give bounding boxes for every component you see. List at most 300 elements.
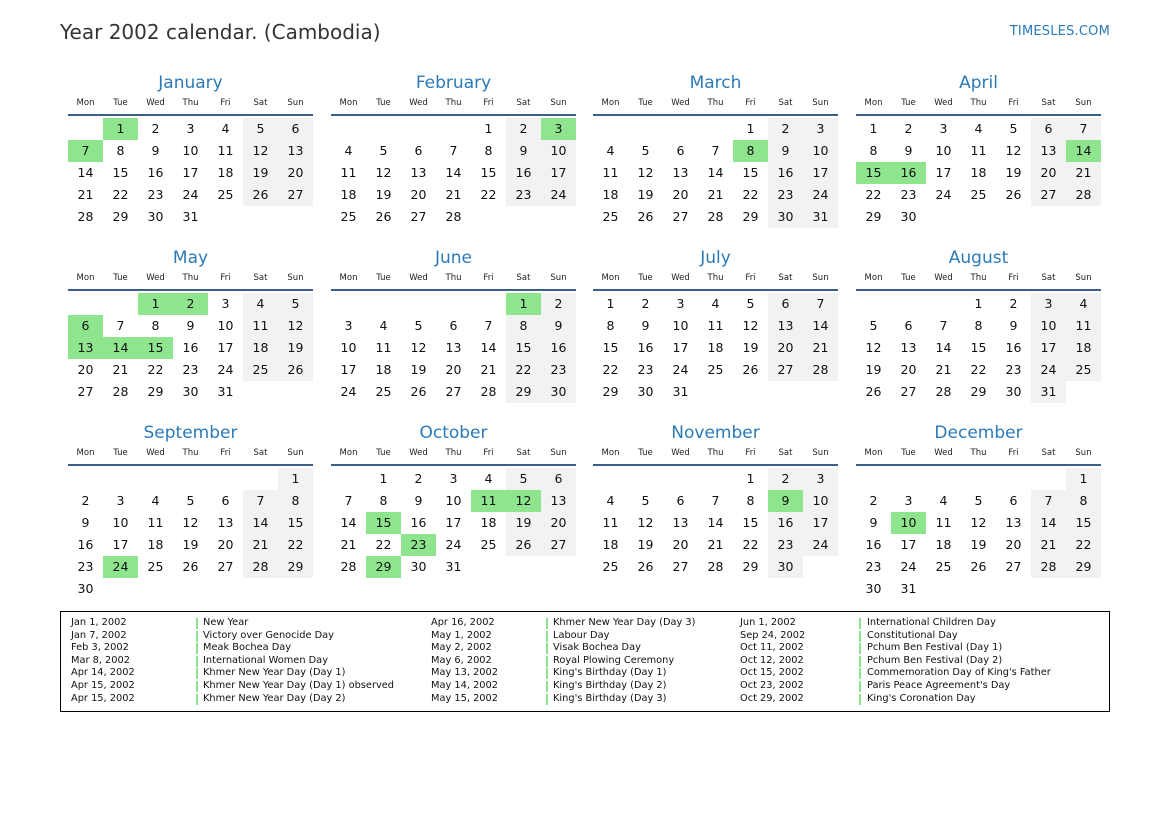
day-cell: 15 (970, 340, 987, 355)
month-name: January (158, 73, 223, 93)
day-cell: 18 (602, 537, 619, 552)
weekend-day-cell: 29 (1066, 556, 1101, 578)
day-cell: 31 (445, 559, 462, 574)
weekday-label: Sat (1041, 448, 1056, 458)
weekday-label: Wed (934, 448, 953, 458)
site-link[interactable]: TIMESLES.COM (1009, 24, 1110, 39)
holiday-name: Khmer New Year Day (Day 1) (203, 667, 346, 679)
day-grid (593, 468, 838, 578)
day-cell: 22 (865, 187, 882, 202)
weekday-label: Mon (864, 273, 883, 283)
weekday-label: Sun (812, 273, 829, 283)
day-cell: 2 (81, 493, 90, 508)
weekday-label: Sun (287, 98, 304, 108)
holiday-day-cell: 23 (401, 534, 436, 556)
day-cell: 5 (1009, 121, 1018, 136)
holiday-marker (859, 631, 861, 642)
day-cell: 25 (707, 362, 724, 377)
day-cell: 28 (77, 209, 94, 224)
day-cell: 14 (480, 340, 497, 355)
month-october (331, 423, 576, 578)
holiday-name: Visak Bochea Day (553, 642, 641, 654)
weekday-label: Sun (550, 98, 567, 108)
day-cell: 11 (217, 143, 234, 158)
empty-day-cell (856, 468, 891, 490)
weekend-day-cell: 10 (541, 140, 576, 162)
weekend-day-cell: 11 (1066, 315, 1101, 337)
day-cell: 9 (1009, 318, 1018, 333)
weekday-label: Mon (864, 98, 883, 108)
weekday-label: Tue (113, 273, 128, 283)
day-cell: 11 (147, 515, 164, 530)
day-cell: 16 (1005, 340, 1022, 355)
weekday-label: Fri (745, 448, 756, 458)
weekend-day-cell: 18 (243, 337, 278, 359)
day-cell: 29 (112, 209, 129, 224)
day-cell: 26 (637, 559, 654, 574)
weekend-day-cell: 17 (803, 162, 838, 184)
holiday-name: Pchum Ben Festival (Day 1) (867, 642, 1003, 654)
holiday-date: May 2, 2002 (431, 642, 492, 654)
holiday-marker (196, 618, 198, 629)
month-name: November (671, 423, 760, 443)
day-cell: 19 (970, 537, 987, 552)
weekday-label: Tue (901, 448, 916, 458)
day-cell: 31 (217, 384, 234, 399)
weekday-label: Sun (812, 448, 829, 458)
weekend-day-cell: 11 (243, 315, 278, 337)
day-cell: 10 (182, 143, 199, 158)
holiday-day-cell: 12 (506, 490, 541, 512)
day-cell: 10 (112, 515, 129, 530)
day-cell: 5 (379, 143, 388, 158)
holiday-marker (859, 668, 861, 679)
weekday-label: Fri (220, 448, 231, 458)
empty-day-cell (698, 118, 733, 140)
day-cell: 4 (711, 296, 720, 311)
weekend-day-cell: 15 (506, 337, 541, 359)
holiday-date: May 14, 2002 (431, 679, 498, 691)
day-cell: 29 (742, 559, 759, 574)
weekday-label: Sat (253, 273, 268, 283)
weekend-day-cell: 1 (1066, 468, 1101, 490)
weekend-day-cell: 25 (243, 359, 278, 381)
day-cell: 24 (340, 384, 357, 399)
weekday-label: Tue (638, 273, 653, 283)
day-cell: 20 (1005, 537, 1022, 552)
weekday-header (856, 445, 1101, 466)
holiday-date: Oct 12, 2002 (740, 654, 804, 666)
day-cell: 12 (375, 165, 392, 180)
weekend-day-cell: 24 (803, 534, 838, 556)
weekday-label: Tue (376, 98, 391, 108)
day-cell: 12 (865, 340, 882, 355)
weekend-day-cell: 24 (541, 184, 576, 206)
weekend-day-cell: 20 (541, 512, 576, 534)
weekday-label: Thu (970, 448, 987, 458)
day-cell: 14 (77, 165, 94, 180)
weekend-day-cell: 23 (768, 184, 803, 206)
day-cell: 20 (672, 187, 689, 202)
day-cell: 13 (1005, 515, 1022, 530)
day-cell: 20 (672, 537, 689, 552)
day-cell: 21 (935, 362, 952, 377)
holiday-date: Jun 1, 2002 (740, 617, 796, 628)
weekend-day-cell: 10 (803, 490, 838, 512)
weekday-label: Wed (934, 98, 953, 108)
day-cell: 6 (676, 143, 685, 158)
holiday-date: Jan 1, 2002 (71, 617, 127, 628)
day-cell: 6 (1009, 493, 1018, 508)
day-cell: 30 (637, 384, 654, 399)
holiday-marker (859, 694, 861, 705)
day-cell: 8 (379, 493, 388, 508)
weekend-day-cell: 30 (541, 381, 576, 403)
holiday-name: King's Birthday (Day 2) (553, 679, 667, 691)
day-cell: 27 (900, 384, 917, 399)
weekend-day-cell: 31 (803, 206, 838, 228)
day-cell: 9 (151, 143, 160, 158)
holiday-marker (859, 618, 861, 629)
weekend-day-cell: 13 (278, 140, 313, 162)
day-cell: 2 (869, 493, 878, 508)
weekday-label: Thu (445, 448, 462, 458)
day-cell: 5 (186, 493, 195, 508)
day-cell: 9 (869, 515, 878, 530)
month-name: March (689, 73, 742, 93)
holiday-date: Jan 7, 2002 (71, 629, 127, 641)
weekend-day-cell: 16 (768, 162, 803, 184)
day-cell: 19 (182, 537, 199, 552)
day-cell: 31 (182, 209, 199, 224)
day-grid (331, 468, 576, 578)
weekend-day-cell: 16 (506, 162, 541, 184)
day-cell: 26 (410, 384, 427, 399)
day-cell: 31 (672, 384, 689, 399)
day-cell: 1 (379, 471, 388, 486)
holiday-day-cell: 13 (68, 337, 103, 359)
day-cell: 28 (480, 384, 497, 399)
day-cell: 17 (182, 165, 199, 180)
weekend-day-cell: 12 (278, 315, 313, 337)
holiday-name: Khmer New Year Day (Day 3) (553, 617, 696, 628)
day-cell: 4 (221, 121, 230, 136)
weekend-day-cell: 22 (506, 359, 541, 381)
weekend-day-cell: 2 (768, 118, 803, 140)
weekday-header (331, 95, 576, 116)
day-cell: 7 (711, 493, 720, 508)
holiday-day-cell: 1 (506, 293, 541, 315)
weekend-day-cell: 17 (803, 512, 838, 534)
weekend-day-cell: 5 (506, 468, 541, 490)
holiday-date: Oct 11, 2002 (740, 642, 804, 654)
day-cell: 25 (480, 537, 497, 552)
day-cell: 18 (147, 537, 164, 552)
weekday-label: Fri (483, 98, 494, 108)
weekend-day-cell: 8 (506, 315, 541, 337)
holiday-name: Labour Day (553, 629, 610, 641)
month-july (593, 248, 838, 403)
weekend-day-cell: 26 (506, 534, 541, 556)
day-cell: 1 (869, 121, 878, 136)
day-cell: 5 (641, 493, 650, 508)
weekday-label: Tue (113, 448, 128, 458)
weekday-label: Mon (76, 448, 95, 458)
empty-day-cell (436, 118, 471, 140)
weekday-label: Fri (745, 98, 756, 108)
weekend-day-cell: 8 (278, 490, 313, 512)
day-cell: 8 (606, 318, 615, 333)
holiday-marker (546, 681, 548, 692)
weekend-day-cell: 26 (278, 359, 313, 381)
weekday-label: Tue (901, 98, 916, 108)
empty-day-cell (593, 468, 628, 490)
day-cell: 9 (81, 515, 90, 530)
day-cell: 18 (970, 165, 987, 180)
day-cell: 23 (637, 362, 654, 377)
day-cell: 28 (340, 559, 357, 574)
day-cell: 17 (340, 362, 357, 377)
holiday-name: New Year (203, 617, 249, 628)
page-title: Year 2002 calendar. (Cambodia) (60, 20, 381, 44)
day-cell: 12 (637, 165, 654, 180)
day-cell: 9 (186, 318, 195, 333)
day-cell: 25 (375, 384, 392, 399)
holiday-marker (196, 656, 198, 667)
empty-day-cell (593, 118, 628, 140)
weekday-label: Fri (483, 273, 494, 283)
day-cell: 3 (449, 471, 458, 486)
day-cell: 19 (865, 362, 882, 377)
day-cell: 5 (869, 318, 878, 333)
day-cell: 18 (375, 362, 392, 377)
weekend-day-cell: 14 (243, 512, 278, 534)
day-cell: 26 (1005, 187, 1022, 202)
weekday-label: Tue (638, 98, 653, 108)
day-cell: 20 (410, 187, 427, 202)
empty-day-cell (68, 468, 103, 490)
weekend-day-cell: 13 (1031, 140, 1066, 162)
weekend-day-cell: 2 (768, 468, 803, 490)
weekend-day-cell: 10 (803, 140, 838, 162)
empty-day-cell (891, 468, 926, 490)
day-cell: 21 (340, 537, 357, 552)
weekday-label: Mon (76, 98, 95, 108)
day-cell: 17 (217, 340, 234, 355)
month-name: February (415, 73, 492, 93)
weekend-day-cell: 8 (1066, 490, 1101, 512)
holiday-day-cell: 2 (173, 293, 208, 315)
weekend-day-cell: 7 (1066, 118, 1101, 140)
weekend-day-cell: 7 (803, 293, 838, 315)
day-grid (593, 118, 838, 228)
empty-day-cell (68, 118, 103, 140)
weekday-label: Tue (901, 273, 916, 283)
weekend-day-cell: 12 (243, 140, 278, 162)
month-name: July (700, 248, 731, 268)
empty-day-cell (926, 293, 961, 315)
day-cell: 1 (606, 296, 615, 311)
weekday-header (593, 95, 838, 116)
holiday-name: Victory over Genocide Day (203, 629, 334, 641)
weekend-day-cell: 3 (1031, 293, 1066, 315)
day-cell: 13 (672, 515, 689, 530)
day-cell: 10 (340, 340, 357, 355)
weekend-day-cell: 28 (1031, 556, 1066, 578)
day-cell: 20 (77, 362, 94, 377)
day-cell: 7 (116, 318, 125, 333)
day-cell: 22 (602, 362, 619, 377)
holiday-marker (546, 618, 548, 629)
weekend-day-cell: 17 (541, 162, 576, 184)
day-cell: 27 (217, 559, 234, 574)
day-cell: 24 (182, 187, 199, 202)
day-cell: 30 (182, 384, 199, 399)
day-cell: 28 (445, 209, 462, 224)
holiday-date: Feb 3, 2002 (71, 642, 129, 654)
day-cell: 21 (112, 362, 129, 377)
day-cell: 3 (904, 493, 913, 508)
weekend-day-cell: 22 (278, 534, 313, 556)
holiday-day-cell: 1 (138, 293, 173, 315)
day-cell: 18 (480, 515, 497, 530)
weekday-label: Mon (339, 448, 358, 458)
holiday-day-cell: 14 (1066, 140, 1101, 162)
empty-day-cell (103, 468, 138, 490)
day-cell: 4 (939, 493, 948, 508)
holiday-marker (546, 656, 548, 667)
day-cell: 22 (742, 537, 759, 552)
day-cell: 1 (746, 471, 755, 486)
day-cell: 4 (484, 471, 493, 486)
day-cell: 27 (445, 384, 462, 399)
day-cell: 22 (970, 362, 987, 377)
holiday-date: Oct 15, 2002 (740, 667, 804, 679)
day-cell: 14 (445, 165, 462, 180)
month-name: April (959, 73, 998, 93)
weekday-label: Mon (76, 273, 95, 283)
weekend-day-cell: 27 (278, 184, 313, 206)
weekend-day-cell: 23 (506, 184, 541, 206)
day-cell: 6 (414, 143, 423, 158)
day-cell: 22 (742, 187, 759, 202)
day-cell: 25 (935, 559, 952, 574)
day-cell: 15 (112, 165, 129, 180)
day-cell: 21 (77, 187, 94, 202)
day-cell: 4 (606, 493, 615, 508)
day-cell: 7 (344, 493, 353, 508)
holiday-date: May 6, 2002 (431, 654, 492, 666)
day-cell: 11 (935, 515, 952, 530)
day-cell: 3 (676, 296, 685, 311)
day-cell: 2 (904, 121, 913, 136)
day-cell: 25 (217, 187, 234, 202)
holiday-name: International Children Day (867, 617, 996, 628)
day-cell: 30 (77, 581, 94, 596)
day-cell: 24 (935, 187, 952, 202)
day-cell: 12 (970, 515, 987, 530)
month-august (856, 248, 1101, 403)
month-name: September (143, 423, 238, 443)
weekday-label: Fri (220, 273, 231, 283)
holiday-name: King's Coronation Day (867, 692, 976, 704)
day-cell: 10 (672, 318, 689, 333)
day-cell: 23 (77, 559, 94, 574)
weekend-day-cell: 6 (541, 468, 576, 490)
empty-day-cell (856, 293, 891, 315)
day-cell: 26 (637, 209, 654, 224)
month-january (68, 73, 313, 228)
day-cell: 13 (217, 515, 234, 530)
weekend-day-cell: 9 (506, 140, 541, 162)
day-cell: 28 (112, 384, 129, 399)
weekday-header (593, 270, 838, 291)
day-cell: 11 (707, 318, 724, 333)
day-cell: 3 (939, 121, 948, 136)
empty-day-cell (173, 468, 208, 490)
day-cell: 25 (602, 209, 619, 224)
holiday-marker (196, 631, 198, 642)
holiday-date: Apr 15, 2002 (71, 692, 135, 704)
weekday-label: Sat (778, 448, 793, 458)
holiday-date: Oct 29, 2002 (740, 692, 804, 704)
weekend-day-cell: 30 (768, 556, 803, 578)
weekend-day-cell: 15 (1066, 512, 1101, 534)
day-cell: 27 (77, 384, 94, 399)
weekday-label: Fri (220, 98, 231, 108)
holiday-name: Pchum Ben Festival (Day 2) (867, 654, 1003, 666)
weekend-day-cell: 6 (768, 293, 803, 315)
day-cell: 13 (900, 340, 917, 355)
day-cell: 24 (445, 537, 462, 552)
weekend-day-cell: 28 (803, 359, 838, 381)
holiday-day-cell: 29 (366, 556, 401, 578)
weekend-day-cell: 30 (768, 206, 803, 228)
day-cell: 26 (182, 559, 199, 574)
day-cell: 22 (147, 362, 164, 377)
day-cell: 29 (865, 209, 882, 224)
day-cell: 17 (445, 515, 462, 530)
weekday-header (593, 445, 838, 466)
day-cell: 18 (340, 187, 357, 202)
weekend-day-cell: 29 (278, 556, 313, 578)
weekday-label: Fri (745, 273, 756, 283)
day-cell: 10 (935, 143, 952, 158)
day-cell: 8 (484, 143, 493, 158)
month-name: December (934, 423, 1023, 443)
holiday-date: Apr 14, 2002 (71, 667, 135, 679)
day-cell: 25 (147, 559, 164, 574)
holiday-name: Royal Plowing Ceremony (553, 654, 675, 666)
day-cell: 10 (445, 493, 462, 508)
day-cell: 7 (449, 143, 458, 158)
weekday-label: Fri (1008, 98, 1019, 108)
holiday-day-cell: 15 (856, 162, 891, 184)
weekend-day-cell: 27 (1031, 184, 1066, 206)
day-cell: 4 (151, 493, 160, 508)
holiday-day-cell: 15 (138, 337, 173, 359)
holiday-name: Commemoration Day of King's Father (867, 667, 1051, 679)
weekday-label: Tue (376, 273, 391, 283)
holiday-marker (196, 681, 198, 692)
day-cell: 16 (865, 537, 882, 552)
holiday-date: Mar 8, 2002 (71, 654, 130, 666)
day-cell: 2 (414, 471, 423, 486)
day-cell: 6 (449, 318, 458, 333)
weekday-label: Tue (638, 448, 653, 458)
empty-day-cell (103, 293, 138, 315)
day-cell: 14 (935, 340, 952, 355)
